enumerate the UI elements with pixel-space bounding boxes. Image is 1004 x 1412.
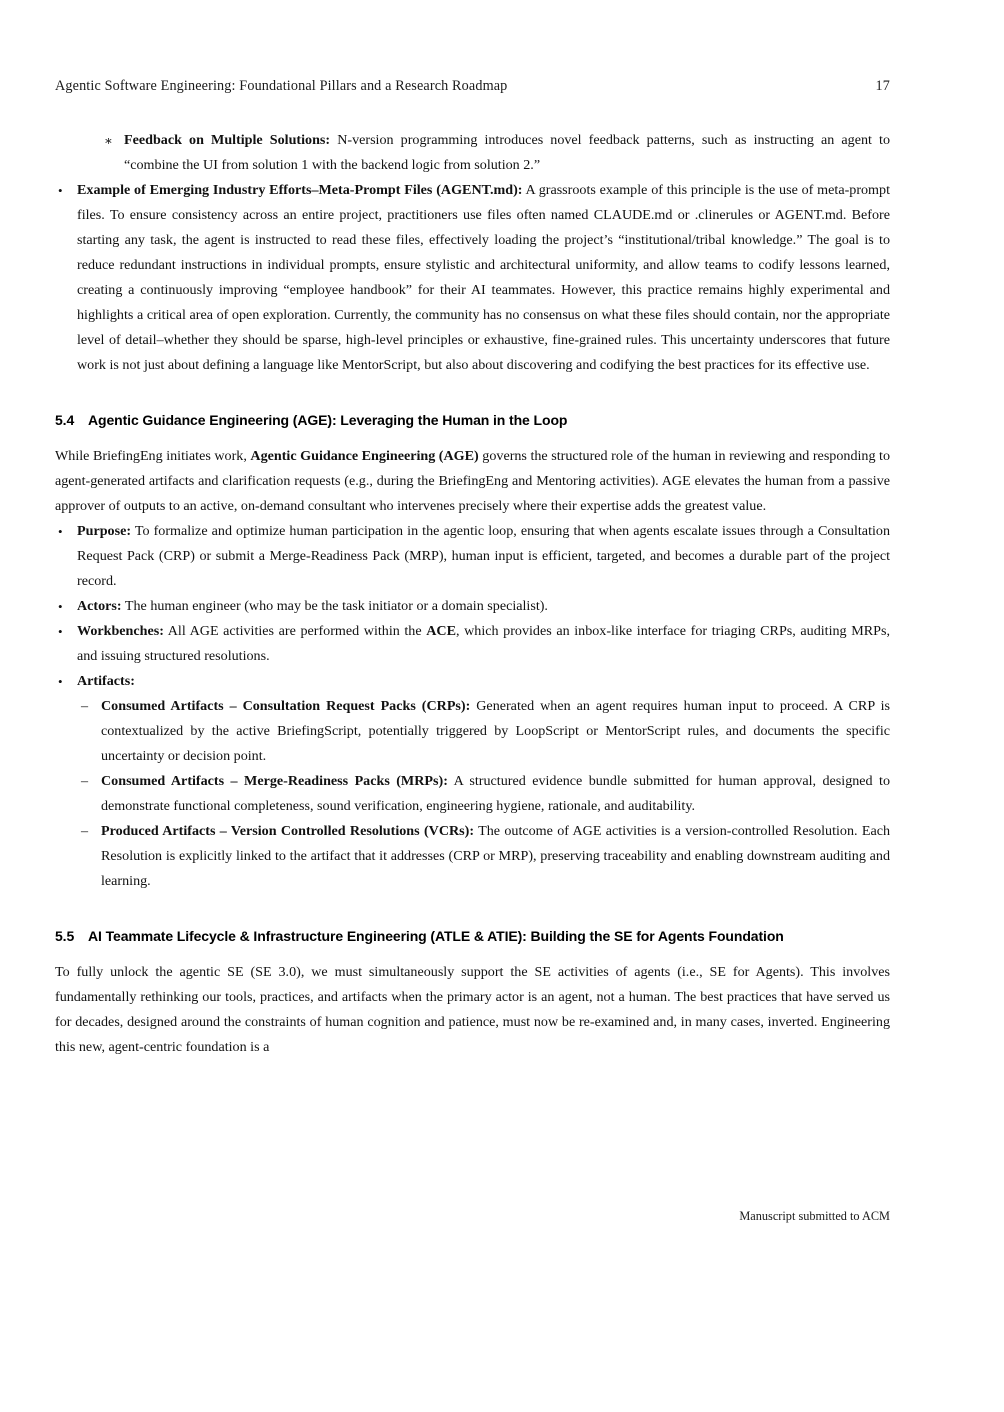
spacer xyxy=(55,378,890,408)
list-item xyxy=(100,128,890,178)
list-item-label: Feedback on Multiple Solutions: xyxy=(124,132,331,148)
spacer xyxy=(55,949,890,960)
dash-marker: – xyxy=(81,823,89,839)
list-item-label: Actors: xyxy=(77,598,122,614)
disc-marker: • xyxy=(58,624,63,639)
running-header xyxy=(55,78,890,95)
list-item-emphasis: ACE xyxy=(426,623,456,639)
list-item-label: Artifacts: xyxy=(77,673,135,689)
dash-marker: – xyxy=(81,698,89,714)
spacer xyxy=(55,433,890,444)
list-item xyxy=(55,519,890,594)
section-title: Agentic Guidance Engineering (AGE): Leveraging the Human in the Loop xyxy=(88,412,568,428)
list-item-label: Produced Artifacts – Version Controlled Resolutions (VCRs): xyxy=(101,823,475,839)
list-item xyxy=(77,769,890,819)
spacer xyxy=(55,894,890,924)
list-item xyxy=(77,694,890,769)
intro-text-b: governs the structured role of the human in reviewing and responding to agent-generated artifacts and clarification requests (e.g., during the BriefingEng and Mentoring activities). AGE elevates the human from a passive approver of outputs to an active, on-demand consultant who intervenes precisely where their expertise adds the greatest value. xyxy=(55,448,891,514)
section-55-body-paragraph: To fully unlock the agentic SE (SE 3.0), we must simultaneously support the SE activities of agents (i.e., SE for Agents). This involves fundamentally rethinking our tools, practices, and artifacts when the primary actor is an agent, not a human. The best practices that have served us for decades, designed around the constraints of human cognition and patience, must now be re-examined and, in many cases, inverted. Engineering this new, agent-centric foundation is a xyxy=(55,964,890,1055)
list-item-label: Purpose: xyxy=(77,523,132,539)
list-item-text: A grassroots example of this principle is the use of meta-prompt files. To ensure consistency across an entire project, practitioners use files often named CLAUDE.md or .clinerules or AGENT.md. Before starting any task, the agent is instructed to read these files, effectively loading the project’s “institutional/tribal knowledge.” The goal is to reduce redundant instructions in individual prompts, ensure stylistic and architectural uniformity, and allow teams to codify lessons learned, creating a continuously improving “employee handbook” for their AI teammates. However, this practice remains highly experimental and highlights a critical area of open exploration. Currently, the community has no consensus on what these files should contain, nor the appropriate level of detail–whether they should be sparse, high-level principles or exhaustive, fine-grained rules. This uncertainty underscores that future work is not just about defining a language like MentorScript, but also about discovering and codifying the best practices for its effective use. xyxy=(77,182,890,373)
artifacts-sub-list xyxy=(55,694,890,894)
section-54-bullet-list xyxy=(55,519,890,694)
disc-marker: • xyxy=(58,674,63,689)
section-heading-5-5 xyxy=(55,924,890,949)
dash-marker: – xyxy=(81,773,89,789)
page-content xyxy=(55,128,890,1060)
list-item-text: The outcome of AGE activities is a version-controlled Resolution. Each Resolution is explicitly linked to the artifact that it addresses (CRP or MRP), preserving traceability and enabling downstream auditing and learning. xyxy=(101,823,891,889)
list-item-label: Consumed Artifacts – Consultation Request Packs (CRPs): xyxy=(101,698,471,714)
list-item-label: Consumed Artifacts – Merge-Readiness Packs (MRPs): xyxy=(101,773,448,789)
list-item xyxy=(55,594,890,619)
page-number: 17 xyxy=(875,78,890,94)
list-item xyxy=(77,819,890,894)
asterisk-bullet-list xyxy=(55,128,890,178)
disc-marker: • xyxy=(58,183,63,198)
list-item-text: N-version programming introduces novel feedback patterns, such as instructing an agent to “combine the UI from solution 1 with the backend logic from solution 2.” xyxy=(124,132,890,173)
footer-note: Manuscript submitted to ACM xyxy=(739,1209,890,1223)
list-item-text: To formalize and optimize human participation in the agentic loop, ensuring that when agents escalate issues through a Consultation Request Pack (CRP) or submit a Merge-Readiness Pack (MRP), human input is efficient, targeted, and becomes a durable part of the project record. xyxy=(77,523,890,589)
list-item-label: Example of Emerging Industry Efforts–Meta-Prompt Files (AGENT.md): xyxy=(77,182,523,198)
list-item-text-a: All AGE activities are performed within the xyxy=(163,623,427,639)
section-number: 5.4 xyxy=(55,412,75,428)
list-item xyxy=(55,669,890,694)
list-item-label: Workbenches: xyxy=(77,623,164,639)
list-item xyxy=(55,619,890,669)
section-number: 5.5 xyxy=(55,928,75,944)
disc-marker: • xyxy=(58,524,63,539)
list-item xyxy=(55,178,890,378)
asterisk-marker: ∗ xyxy=(104,133,113,148)
section-54-intro-paragraph xyxy=(55,444,890,519)
disc-marker: • xyxy=(58,599,63,614)
list-item-text: A structured evidence bundle submitted for human approval, designed to demonstrate functional completeness, sound verification, engineering hygiene, rationale, and auditability. xyxy=(101,773,890,814)
running-header-title: Agentic Software Engineering: Foundational Pillars and a Research Roadmap xyxy=(55,78,508,94)
agentmd-bullet-list xyxy=(55,178,890,378)
list-item-text: Generated when an agent requires human input to proceed. A CRP is contextualized by the active BriefingScript, potentially triggered by LoopScript or MentorScript rules, and documents the specific uncertainty or decision point. xyxy=(101,698,890,764)
section-title: AI Teammate Lifecycle & Infrastructure Engineering (ATLE & ATIE): Building the SE for Agents Foundation xyxy=(88,928,784,944)
section-heading-5-4 xyxy=(55,408,890,433)
list-item-text: The human engineer (who may be the task initiator or a domain specialist). xyxy=(121,598,548,614)
intro-emphasis: Agentic Guidance Engineering (AGE) xyxy=(250,448,479,464)
list-item-text-b: , which provides an inbox-like interface for triaging CRPs, auditing MRPs, and issuing structured resolutions. xyxy=(77,623,890,664)
intro-text-a: While BriefingEng initiates work, xyxy=(55,448,251,464)
